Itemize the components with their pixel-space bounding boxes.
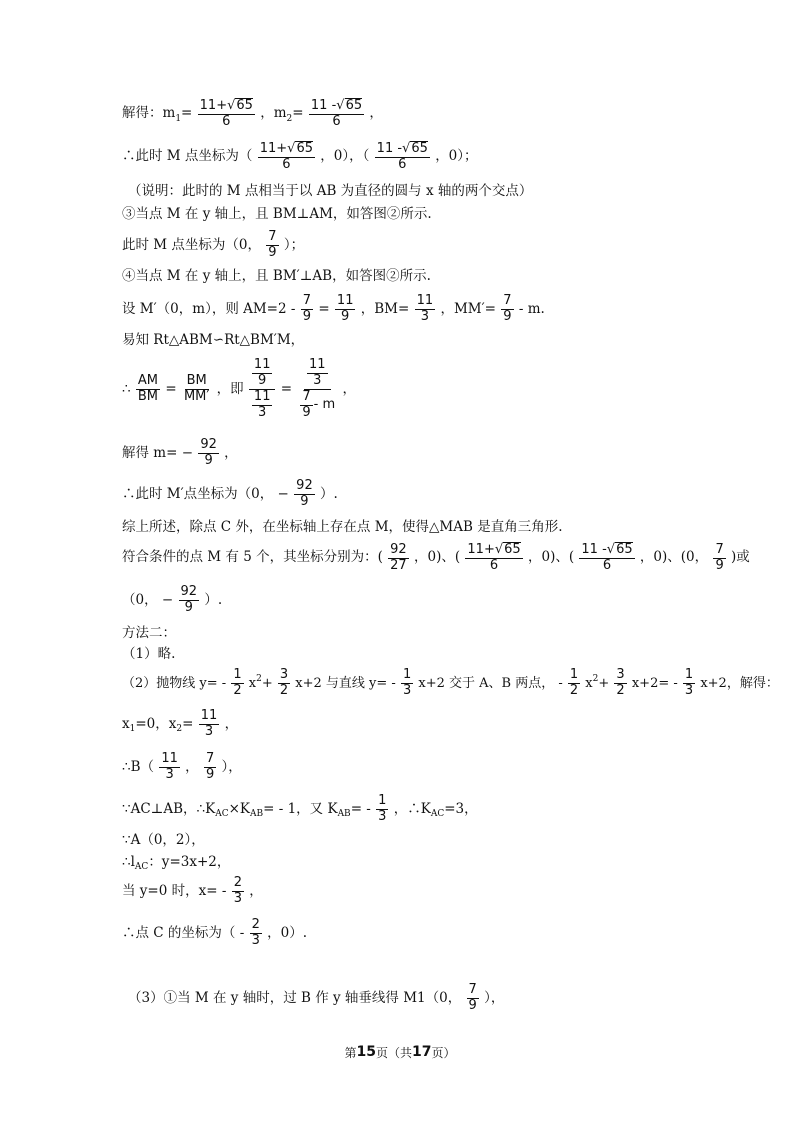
solution-case-3: ③当点 M 在 y 轴上，且 BM⊥AM，如答图②所示. <box>122 206 432 222</box>
fraction: $\frac{7}{9}$ <box>715 541 724 573</box>
solution-line-m-solved: 解得 m= − $\frac{92}{9}$ ， <box>122 437 238 468</box>
solution-note: （说明：此时的 M 点相当于以 AB 为直径的圆与 x 轴的两个交点） <box>128 183 533 199</box>
fraction: $\frac{BM}{MM'}$ <box>183 372 210 404</box>
page-number: 第15页（共17页） <box>344 1044 456 1060</box>
fraction: $\frac{11+√65}{6}$ <box>467 541 521 574</box>
method-two-point-a: ∵A（0，2）， <box>122 832 205 848</box>
fraction: $\frac{3}{2}$ <box>279 667 289 698</box>
sqrt-symbol: √ <box>227 97 236 113</box>
solution-line-last-point: （0， − $\frac{92}{9}$ ）. <box>122 584 223 615</box>
method-two-point-b: ∴B（ $\frac{11}{3}$ ， $\frac{7}{9}$ ）， <box>122 751 242 782</box>
fraction: $\frac{11 -√65}{6}$ <box>376 140 428 173</box>
fraction: $\frac{11 -√65}{6}$ <box>310 97 363 130</box>
fraction: $\frac{AM}{BM}$ <box>137 372 159 404</box>
method-two-line-ac: ∴lAC：y=3x+2， <box>122 854 231 873</box>
method-two-part-2: （2）抛物线 y= - $\frac{1}{2}$ x2+ $\frac{3}{2}$ x+2 与直线 y= - $\frac{1}{3}$ x+2 交于 A、B 两点， - $\frac{1}{2}$ x2+ $\frac{3}{2}$ x+2= - $\frac{1}{3}$ x+2，解得： <box>122 667 779 698</box>
solution-line-m-y-axis: 此时 M 点坐标为（0， $\frac{7}{9}$ ）； <box>122 229 305 260</box>
fraction: $\frac{11 -√65}{6}$ <box>581 541 633 574</box>
solution-line-m-prime-coords: ∴此时 M′点坐标为（0， − $\frac{92}{9}$ ）. <box>122 478 338 509</box>
fraction: $\frac{11}{9}$ <box>336 293 354 324</box>
solution-case-4: ④当点 M 在 y 轴上，且 BM′⊥AB，如答图②所示. <box>122 268 431 284</box>
fraction: $\frac{11}{3}$ <box>200 708 218 739</box>
method-two-heading: 方法二： <box>122 625 176 641</box>
fraction: $\frac{2}{3}$ <box>251 917 260 948</box>
fraction: $\frac{92}{9}$ <box>200 437 217 468</box>
method-two-x-intercept: 当 y=0 时，x= - $\frac{2}{3}$ ， <box>122 875 263 906</box>
fraction: $\frac{2}{3}$ <box>233 875 242 906</box>
solution-line-m-values: 解得：m1= $\frac{11+√65}{6}$ ，m2= $\frac{11 -√65}{6}$ ， <box>122 97 383 130</box>
solution-summary: 综上所述，除点 C 外，在坐标轴上存在点 M，使得△MAB 是直角三角形. <box>122 519 563 535</box>
fraction: $\frac{3}{2}$ <box>616 667 625 698</box>
fraction: $\frac{92}{9}$ <box>296 478 313 509</box>
fraction: $\frac{1}{2}$ <box>233 667 242 698</box>
fraction: $\frac{1}{3}$ <box>378 793 387 824</box>
fraction: $\frac{7}{9}$ <box>268 229 277 260</box>
method-two-slopes: ∵AC⊥AB，∴KAC×KAB= - 1，又 KAB= - $\frac{1}{3}$ ，∴KAC=3， <box>122 793 478 824</box>
fraction: $\frac{11}{3}$ <box>161 751 178 782</box>
compound-fraction: $\frac{11}{3}$ $\frac{7}{9}$ - m <box>302 357 336 420</box>
sqrt-symbol: √ <box>336 97 345 113</box>
method-two-part-1: （1）略. <box>122 646 176 662</box>
fraction: $\frac{7}{9}$ <box>302 293 312 324</box>
fraction: $\frac{7}{9}$ <box>468 982 477 1013</box>
fraction: $\frac{11}{3}$ <box>416 293 434 324</box>
fraction: $\frac{7}{9}$ <box>503 293 512 324</box>
fraction: $\frac{11+√65}{6}$ <box>259 140 313 173</box>
fraction: $\frac{7}{9}$ <box>205 751 215 782</box>
method-two-part-3: （3）①当 M 在 y 轴时，过 B 作 y 轴垂线得 M1（0， $\frac{7}{9}$ ）， <box>128 982 505 1013</box>
fraction: $\frac{11+√65}{6}$ <box>199 97 253 130</box>
compound-fraction: $\frac{\frac{11}{9}}{\frac{11}{3}}$ <box>249 358 276 421</box>
solution-line-m-coords: ∴此时 M 点坐标为（ $\frac{11+√65}{6}$ ，0），（ $\frac{11 -√65}{6}$ ，0）； <box>122 140 478 173</box>
solution-line-set-m-prime: 设 M′（0，m），则 AM=2 - $\frac{7}{9}$ = $\frac{11}{9}$ ，BM= $\frac{11}{3}$ ，MM′= $\frac{7}{9}$ - m. <box>122 293 545 324</box>
fraction: $\frac{92}{9}$ <box>180 584 198 615</box>
fraction: $\frac{92}{27}$ <box>390 541 407 573</box>
method-two-roots: x1=0，x2= $\frac{11}{3}$ ， <box>122 708 239 739</box>
solution-similar-triangles: 易知 Rt△ABM∽Rt△BM′M， <box>122 332 305 348</box>
solution-line-all-points: 符合条件的点 M 有 5 个，其坐标分别为：( $\frac{92}{27}$ ，0)、( $\frac{11+√65}{6}$ ，0)、( $\frac{11 -√65}{6}$ ，0)、(0， $\frac{7}{9}$ )或 <box>122 541 750 574</box>
fraction: $\frac{1}{2}$ <box>569 667 579 698</box>
fraction: $\frac{1}{3}$ <box>402 667 412 698</box>
fraction: $\frac{1}{3}$ <box>684 667 694 698</box>
method-two-point-c: ∴点 C 的坐标为（ - $\frac{2}{3}$ ，0）. <box>122 917 308 948</box>
solution-line-ratio: ∴ $\frac{AM}{BM}$ = $\frac{BM}{MM'}$ ，即 $\frac{\frac{11}{9}}{\frac{11}{3}}$ = $\frac{11}{3}$ $\frac{7}{9}$ - m ， <box>122 357 356 420</box>
